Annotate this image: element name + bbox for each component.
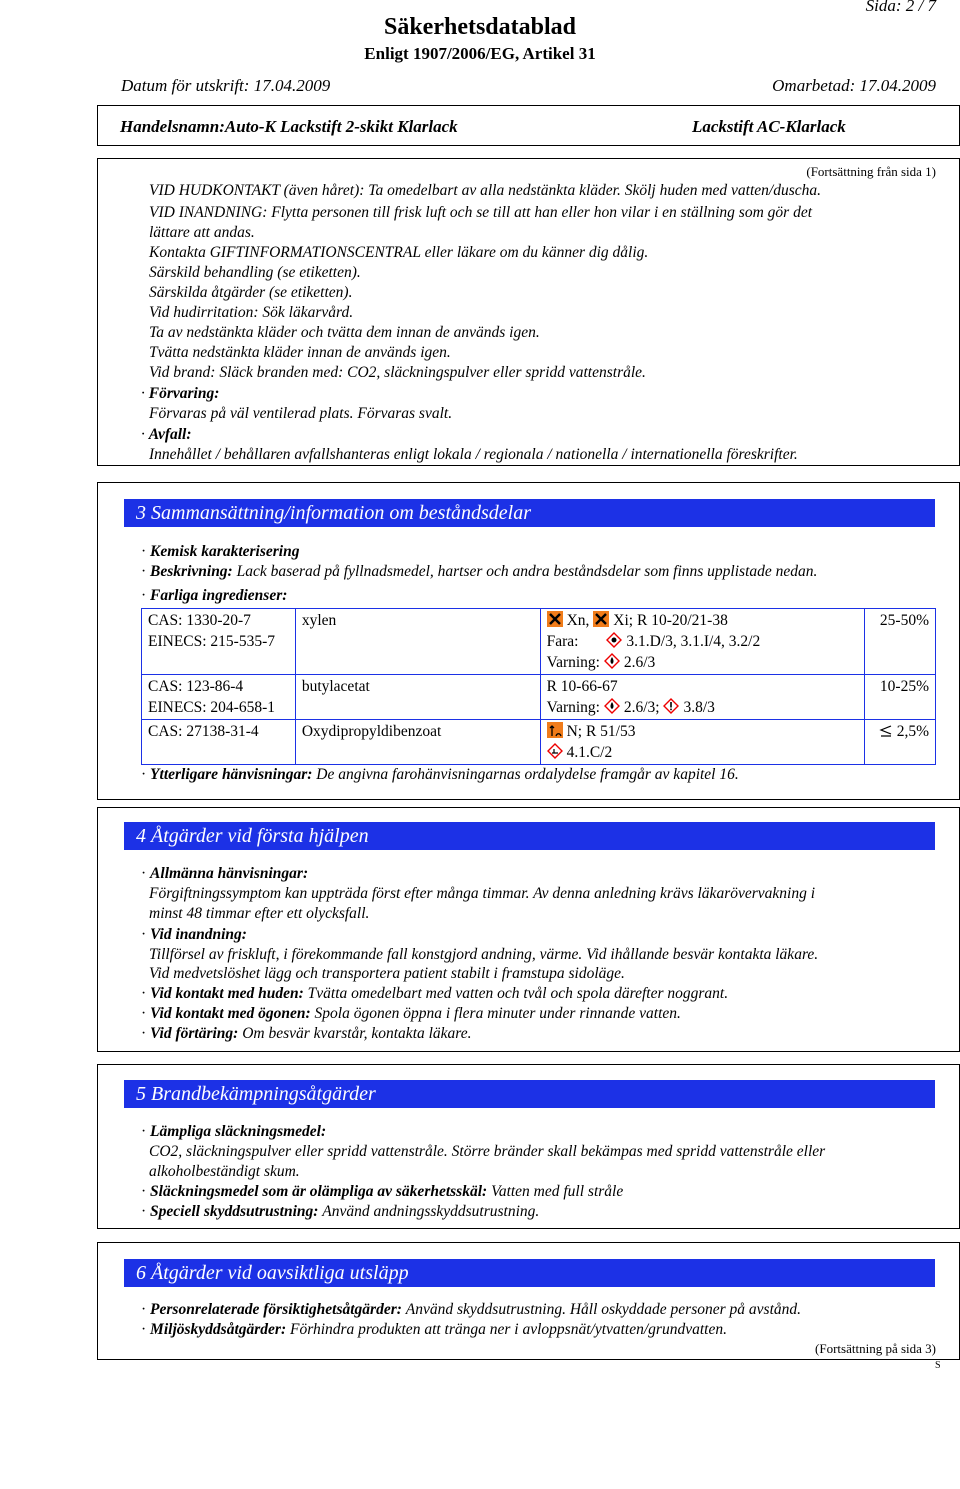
continued-from: (Fortsättning från sida 1) (806, 164, 936, 179)
special-equipment-label: Speciell skyddsutrustning: (150, 1203, 319, 1220)
danger-label: Fara: (546, 633, 579, 650)
classification: R 10-66-67 (546, 678, 618, 695)
ingredient-name: Oxydipropyldibenzoat (295, 720, 540, 765)
harmful-x-icon (547, 611, 563, 627)
flame-icon (604, 653, 620, 669)
warning-codes: 2.6/3; (623, 699, 660, 716)
health-hazard-icon (606, 632, 622, 648)
document-subtitle: Enligt 1907/2006/EG, Artikel 31 (364, 44, 596, 63)
ingestion-label: Vid förtäring: (150, 1025, 239, 1042)
text-line: Kontakta GIFTINFORMATIONSCENTRAL eller läkare om du känner dig dålig. (149, 244, 649, 261)
text-line: CO2, släckningspulver eller spridd vattenstråle. Större bränder skall bekämpas med spridd vattenstråle eller (149, 1143, 826, 1160)
suitable-label: Lämpliga släckningsmedel: (150, 1123, 327, 1140)
einecs-number: EINECS: 215-535-7 (148, 633, 276, 650)
classification: 4.1.C/2 (566, 744, 613, 761)
document-title: Säkerhetsdatablad (383, 14, 577, 40)
ingestion-text: Om besvär kvarstår, kontakta läkare. (242, 1025, 472, 1042)
text-line: alkoholbeständigt skum. (149, 1163, 300, 1180)
cas-number: CAS: 27138-31-4 (142, 720, 296, 765)
environmental-label: Miljöskyddsåtgärder: (150, 1321, 287, 1338)
text-line: Ta av nedstänkta kläder och tvätta dem innan de används igen. (149, 324, 540, 341)
text-line: Tillförsel av friskluft, i förekommande fall konstgjord andning, värme. Vid ihållande besvär kontakta läkare. (149, 946, 819, 963)
text-line: VID HUDKONTAKT (även håret): Ta omedelbart av alla nedstänkta kläder. Skölj huden med vatten/duscha. (149, 182, 822, 199)
personal-precautions-label: Personrelaterade försiktighetsåtgärder: (150, 1301, 402, 1318)
environment-icon (547, 743, 563, 759)
table-row (142, 720, 936, 765)
classification: N; R 51/53 (566, 723, 636, 740)
personal-precautions-text: Använd skyddsutrustning. Håll oskyddade personer på avstånd. (405, 1301, 802, 1318)
warning-label: Varning: (546, 699, 600, 716)
danger-codes: 3.1.D/3, 3.1.I/4, 3.2/2 (626, 633, 761, 650)
text-line: VID INANDNING: Flytta personen till frisk luft och se till att han eller hon vilar i en ställning som gör det (149, 204, 813, 221)
table-row (142, 609, 936, 675)
text-line: Vid brand: Släck branden med: CO2, släckningspulver eller spridd vattenstråle. (149, 364, 646, 381)
ingredient-name: butylacetat (295, 675, 540, 720)
disposal-text: Innehållet / behållaren avfallshanteras enligt lokala / regionala / nationella / internationella föreskrifter. (149, 446, 798, 463)
trade-name: Handelsnamn:Auto-K Lackstift 2-skikt Klarlack (120, 117, 458, 136)
cas-number: CAS: 1330-20-7 (148, 612, 251, 629)
description-label: Beskrivning: (150, 563, 233, 580)
text-line: Förgiftningssymptom kan uppträda först efter många timmar. Av denna anledning krävs läkarövervakning i (149, 885, 816, 902)
skin-text: Tvätta omedelbart med vatten och tvål och spola därefter noggrant. (307, 985, 729, 1002)
eyes-text: Spola ögonen öppna i flera minuter under rinnande vatten. (314, 1005, 681, 1022)
text-line: lättare att andas. (149, 224, 255, 241)
text-line: Tvätta nedstänkta kläder innan de används igen. (149, 344, 451, 361)
inhalation-label: Vid inandning: (150, 926, 247, 943)
exclamation-icon (663, 698, 679, 714)
less-or-equal-icon (879, 725, 893, 737)
irritant-x-icon (593, 611, 609, 627)
continued-on: (Fortsättning på sida 3) (815, 1341, 936, 1356)
text-line: Vid hudirritation: Sök läkarvård. (149, 304, 354, 321)
section-6-title: 6 Åtgärder vid oavsiktliga utsläpp (124, 1259, 935, 1287)
environment-hazard-icon (547, 722, 563, 738)
special-equipment-text: Använd andningsskyddsutrustning. (322, 1203, 540, 1220)
concentration: 25-50% (865, 609, 936, 675)
cas-number: CAS: 123-86-4 (148, 678, 244, 695)
trade-name-right: Lackstift AC-Klarlack (692, 117, 846, 136)
storage-text: Förvaras på väl ventilerad plats. Förvaras svalt. (149, 405, 453, 422)
disposal-label: Avfall: (148, 426, 192, 443)
concentration: 2,5% (896, 723, 929, 740)
text-line: Särskilda åtgärder (se etiketten). (149, 284, 353, 301)
concentration: 10-25% (865, 675, 936, 720)
print-date: Datum för utskrift: 17.04.2009 (121, 76, 331, 95)
text-line: Särskild behandling (se etiketten). (149, 264, 361, 281)
further-text: De angivna farohänvisningarnas ordalydelse framgår av kapitel 16. (316, 766, 739, 783)
warning-label: Varning: (546, 654, 600, 671)
storage-label: Förvaring: (148, 385, 220, 402)
hazardous-label: Farliga ingredienser: (150, 587, 288, 604)
unsuitable-label: Släckningsmedel som är olämpliga av säkerhetsskäl: (150, 1183, 488, 1200)
flame-icon (604, 698, 620, 714)
further-label: Ytterligare hänvisningar: (150, 766, 313, 783)
page-number: Sida: 2 / 7 (865, 0, 936, 15)
description-text: Lack baserad på fyllnadsmedel, hartser och andra beståndsdelar som finns upplistade nedan. (236, 563, 818, 580)
footer-mark: S (935, 1360, 941, 1371)
classification: Xi; R 10-20/21-38 (613, 612, 728, 629)
text-line: minst 48 timmar efter ett olycksfall. (149, 905, 370, 922)
environmental-text: Förhindra produkten att tränga ner i avloppsnät/ytvatten/grundvatten. (289, 1321, 727, 1338)
revision-date: Omarbetad: 17.04.2009 (772, 76, 936, 95)
ingredient-name: xylen (295, 609, 540, 675)
section-5-title: 5 Brandbekämpningsåtgärder (124, 1080, 935, 1108)
section-3-title: 3 Sammansättning/information om beståndsdelar (124, 499, 935, 527)
eyes-label: Vid kontakt med ögonen: (150, 1005, 311, 1022)
unsuitable-text: Vatten med full stråle (491, 1183, 624, 1200)
einecs-number: EINECS: 204-658-1 (148, 699, 276, 716)
text-line: Vid medvetslöshet lägg och transportera patient stabilt i framstupa sidoläge. (149, 965, 625, 982)
ingredients-table (141, 608, 936, 765)
chem-char-label: Kemisk karakterisering (150, 543, 300, 560)
classification: Xn, (566, 612, 590, 629)
warning-codes: 2.6/3 (623, 654, 656, 671)
section-4-title: 4 Åtgärder vid första hjälpen (124, 822, 935, 850)
warning-codes: 3.8/3 (683, 699, 715, 716)
table-row (142, 675, 936, 720)
general-label: Allmänna hänvisningar: (150, 865, 309, 882)
skin-label: Vid kontakt med huden: (150, 985, 304, 1002)
